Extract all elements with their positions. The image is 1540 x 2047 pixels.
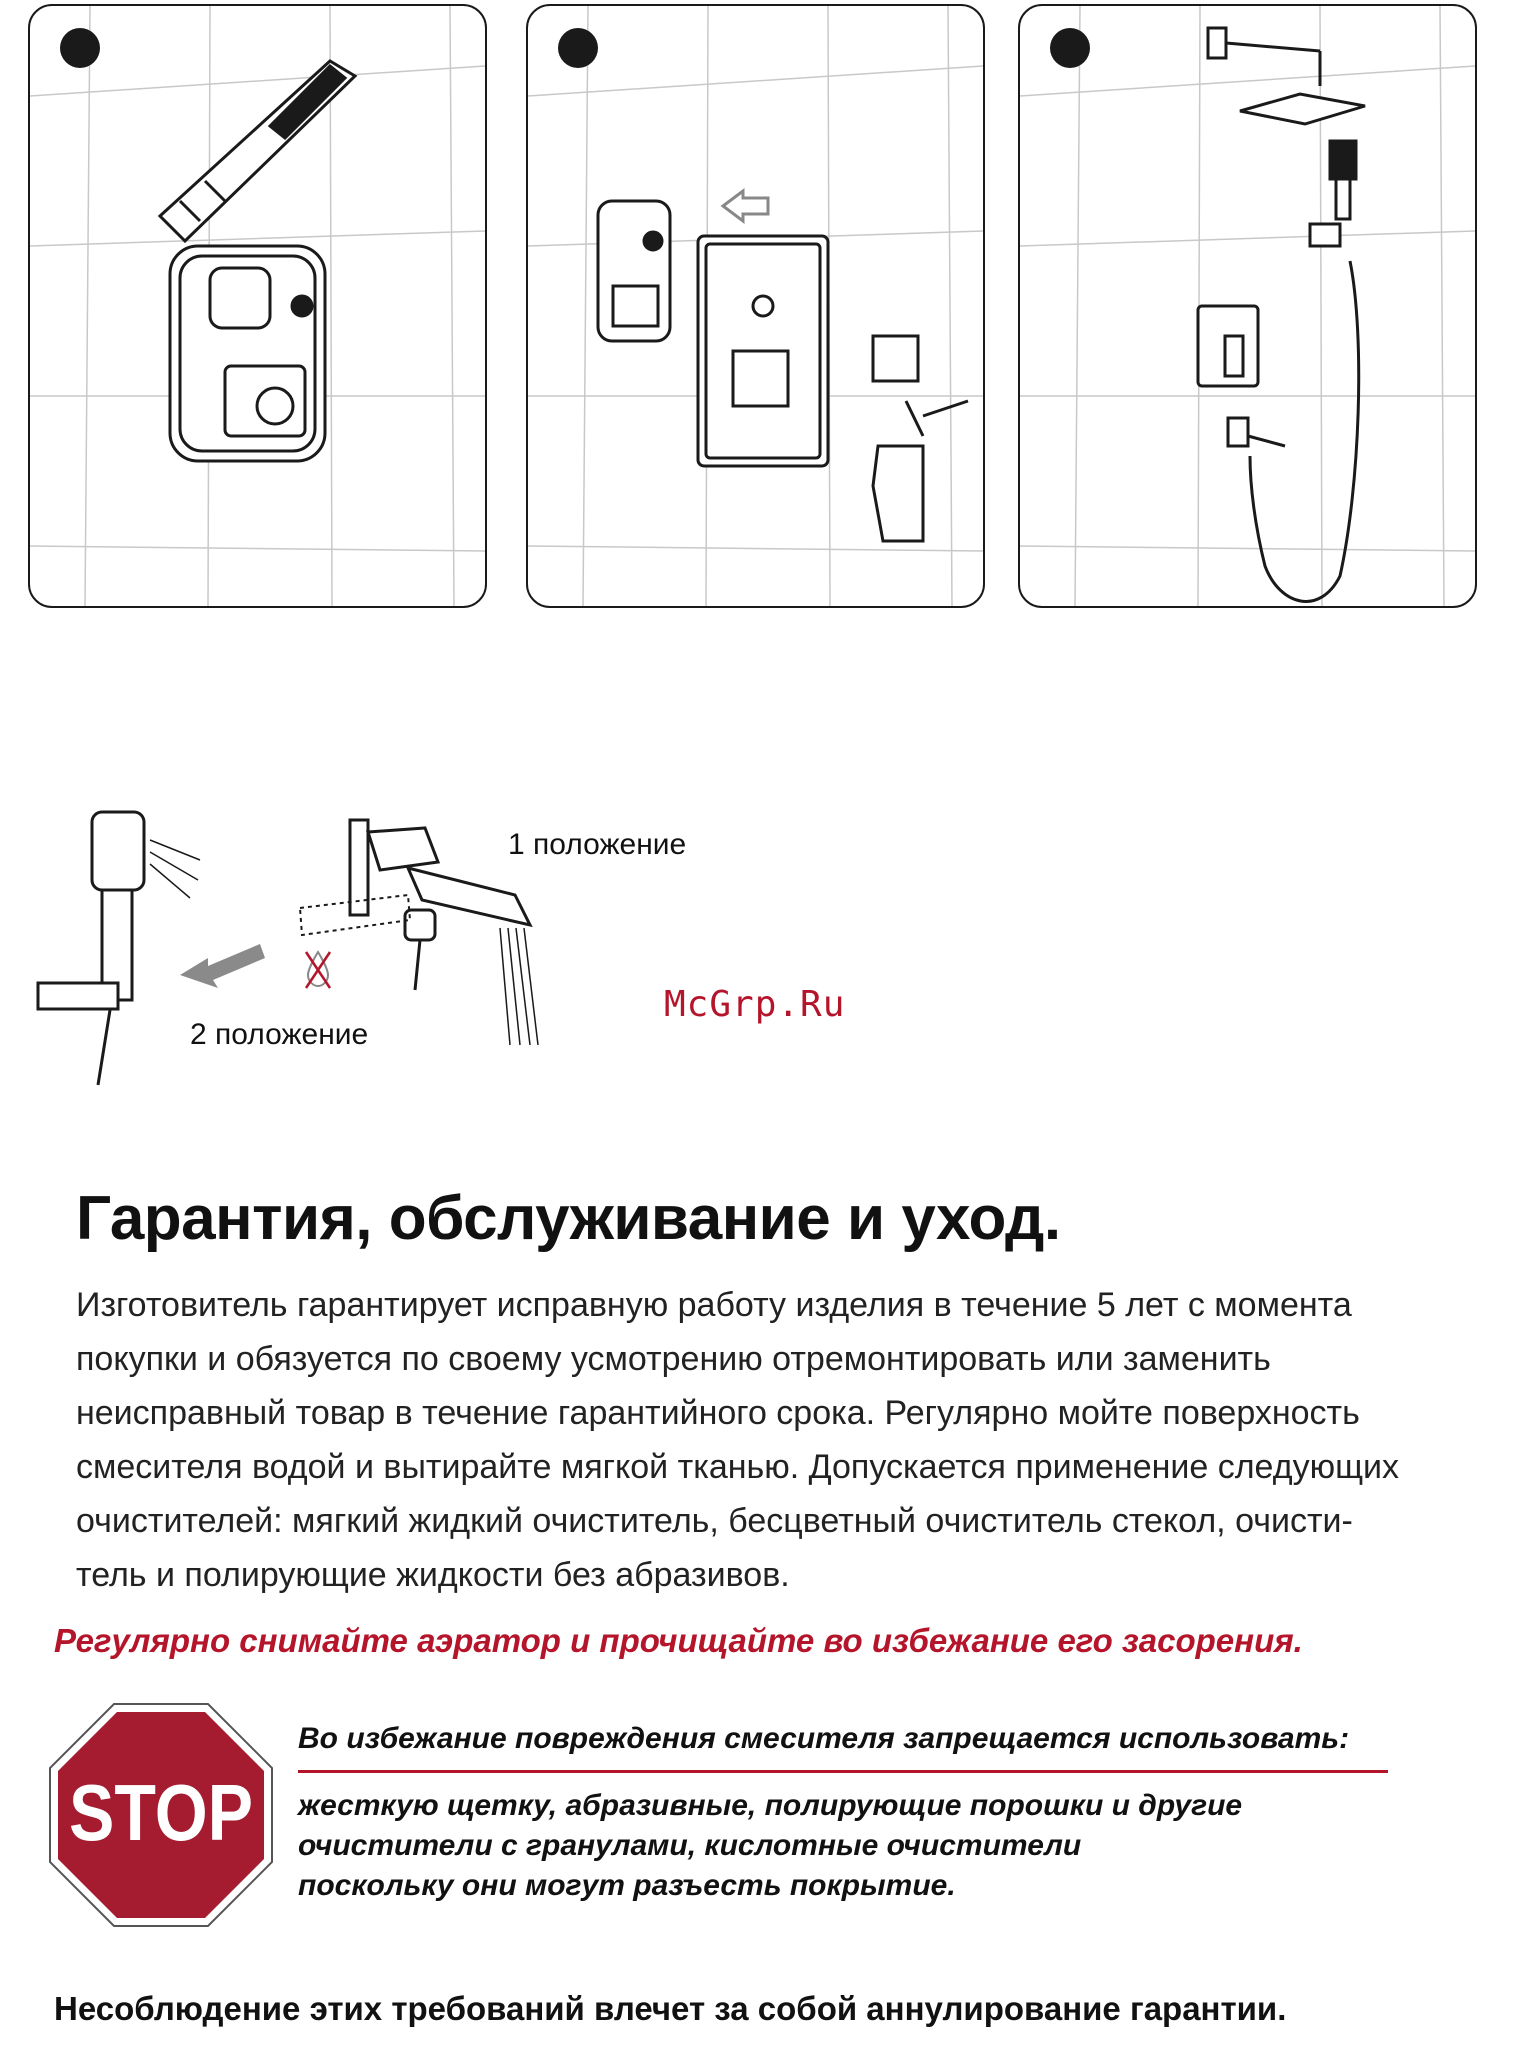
warning-heading: Во избежание повреждения смесителя запрещается использовать: xyxy=(298,1722,1350,1755)
step-1-number-dot xyxy=(60,28,100,68)
step-3-panel xyxy=(1018,4,1477,608)
handle-icon xyxy=(873,336,968,541)
spout-icon xyxy=(1228,418,1285,446)
step-2-panel xyxy=(526,4,985,608)
paragraph-line: Изготовитель гарантирует исправную работу изделия в течение 5 лет с момента xyxy=(76,1286,1352,1324)
step-2-illustration xyxy=(528,6,983,606)
warning-line: очистители с гранулами, кислотные очистители xyxy=(298,1829,1082,1862)
warning-line: поскольку они могут разъесть покрытие. xyxy=(298,1869,956,1902)
step-3-illustration xyxy=(1020,6,1475,606)
aerator-note: Регулярно снимайте аэратор и прочищайте во избежание его засорения. xyxy=(54,1622,1303,1659)
cover-plate-icon xyxy=(698,236,828,466)
stop-label: STOP xyxy=(69,1768,253,1857)
position-1-label: 1 положение xyxy=(508,828,687,861)
mixer-plate-icon xyxy=(1198,306,1258,386)
hand-shower-icon xyxy=(1310,141,1356,246)
warning-line: жесткую щетку, абразивные, полирующие порошки и другие xyxy=(298,1789,1243,1822)
shower-hose-icon xyxy=(1250,261,1359,601)
watermark: McGrp.Ru xyxy=(664,984,846,1025)
rain-shower-icon xyxy=(1208,28,1365,124)
water-spray-icon xyxy=(150,840,200,898)
footer-note: Несоблюдение этих требований влечет за собой аннулирование гарантии. xyxy=(54,1990,1287,2027)
paragraph-line: смесителя водой и вытирайте мягкой тканью. Допускается применение следующих xyxy=(76,1448,1400,1486)
warranty-title: Гарантия, обслуживание и уход. xyxy=(76,1184,1061,1253)
direction-arrow-icon xyxy=(180,944,265,988)
step-1-illustration xyxy=(30,6,485,606)
hand-shower-icon xyxy=(38,812,144,1085)
position-2-label: 2 положение xyxy=(190,1018,369,1051)
step-1-panel xyxy=(28,4,487,608)
utility-knife-icon xyxy=(160,61,355,241)
paragraph-line: очистителей: мягкий жидкий очиститель, бесцветный очиститель стекол, очисти- xyxy=(76,1502,1353,1540)
mixer-body-icon xyxy=(170,246,325,461)
water-flow-icon xyxy=(500,928,538,1045)
warning-list xyxy=(298,1786,1242,1906)
paragraph-line: неисправный товар в течение гарантийного срока. Регулярно мойте поверхность xyxy=(76,1394,1360,1432)
paragraph-line: покупки и обязуется по своему усмотрению отремонтировать или заменить xyxy=(76,1340,1271,1378)
warranty-paragraph xyxy=(76,1278,1436,1602)
mixer-body-icon xyxy=(598,201,670,341)
stop-sign-icon xyxy=(48,1702,274,1928)
warning-divider xyxy=(298,1770,1388,1773)
step-2-number-dot xyxy=(558,28,598,68)
direction-arrow-icon xyxy=(723,191,768,221)
step-3-number-dot xyxy=(1050,28,1090,68)
paragraph-line: тель и полирующие жидкости без абразивов. xyxy=(76,1556,790,1594)
no-water-icon xyxy=(306,952,330,988)
